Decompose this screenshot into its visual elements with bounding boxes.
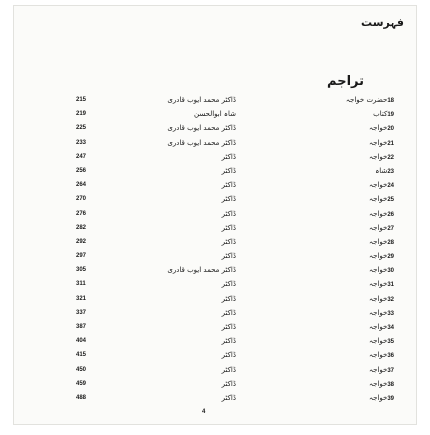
toc-work-text: حضرت خواجہ xyxy=(345,96,388,104)
toc-page-number: 337 xyxy=(76,309,87,316)
toc-work-text: خواجہ xyxy=(368,237,388,246)
toc-entry-number: 19 xyxy=(387,112,394,119)
toc-work-text: خواجہ xyxy=(368,379,388,388)
toc-page-number: 247 xyxy=(76,153,87,160)
toc-work-text: خواجہ xyxy=(368,337,388,346)
toc-entry-number: 35 xyxy=(387,339,394,346)
toc-row xyxy=(76,192,394,206)
toc-page-number: 233 xyxy=(76,139,87,146)
toc-work-text: خواجہ xyxy=(368,223,388,232)
toc-author: ڈاکٹر xyxy=(221,181,236,190)
toc-row xyxy=(76,164,394,178)
toc-work-text: خواجہ xyxy=(368,124,388,133)
toc-author: ڈاکٹر xyxy=(221,379,236,388)
toc-work-text: خواجہ xyxy=(368,138,388,147)
toc-page-number: 311 xyxy=(76,281,86,288)
toc-row xyxy=(76,263,394,277)
toc-work-text: خواجہ xyxy=(368,393,388,402)
toc-row xyxy=(76,249,394,263)
toc-work-text: خواجہ xyxy=(368,266,388,275)
toc-row xyxy=(76,121,394,135)
toc-entry-number: 34 xyxy=(387,325,394,331)
toc-work-text: کتاب xyxy=(373,110,388,119)
toc-entry-number: 39 xyxy=(387,395,394,402)
toc-author: ڈاکٹر xyxy=(221,294,236,303)
toc-author: ڈاکٹر محمد ایوب قادری xyxy=(167,124,236,133)
document-page xyxy=(13,5,417,425)
toc-page-number: 404 xyxy=(76,338,87,345)
toc-work-text: خواجہ xyxy=(368,323,388,331)
toc-work-title xyxy=(254,107,394,122)
toc-author: ڈاکٹر xyxy=(221,252,236,261)
toc-work-text: خواجہ xyxy=(368,252,388,261)
toc-work-text: خواجہ xyxy=(368,209,388,218)
toc-work-text: خواجہ xyxy=(368,308,388,317)
toc-row xyxy=(76,277,394,291)
toc-page-number: 264 xyxy=(76,182,87,189)
toc-author: ڈاکٹر xyxy=(221,365,236,374)
toc-author: ڈاکٹر xyxy=(221,323,236,331)
toc-entry-number: 26 xyxy=(387,211,394,218)
toc-author: ڈاکٹر xyxy=(221,223,236,232)
toc-work-text: شاہ xyxy=(375,166,388,175)
toc-row xyxy=(76,221,394,235)
toc-work-text: خواجہ xyxy=(368,365,388,374)
toc-author: ڈاکٹر xyxy=(221,209,236,218)
toc-work-title xyxy=(254,235,394,250)
toc-row xyxy=(76,320,394,334)
section-title: تراجم xyxy=(327,74,364,89)
toc-page-number: 276 xyxy=(76,210,87,217)
toc-row xyxy=(76,292,394,306)
toc-work-title xyxy=(254,363,394,378)
toc-page-number: 225 xyxy=(76,125,87,132)
toc-page-number: 270 xyxy=(76,196,87,203)
toc-row xyxy=(76,235,394,249)
toc-row xyxy=(76,150,394,164)
toc-work-title xyxy=(254,93,394,108)
toc-entry-number: 23 xyxy=(387,168,394,175)
toc-work-title xyxy=(254,207,394,222)
toc-page-number: 219 xyxy=(76,111,87,118)
toc-author: ڈاکٹر xyxy=(221,308,236,317)
toc-author: شاہ ابوالحسن xyxy=(193,110,236,119)
toc-work-text: خواجہ xyxy=(368,195,388,204)
toc-work-title xyxy=(254,249,394,264)
toc-work-text: خواجہ xyxy=(368,152,388,161)
toc-work-title xyxy=(254,306,394,321)
toc-work-title xyxy=(254,136,394,151)
toc-entry-number: 27 xyxy=(387,225,394,232)
toc-row xyxy=(76,136,394,150)
toc-work-title xyxy=(254,178,394,193)
toc-author: ڈاکٹر محمد ایوب قادری xyxy=(167,138,236,147)
toc-row xyxy=(76,107,394,121)
toc-work-title xyxy=(254,292,394,307)
toc-entry-number: 25 xyxy=(387,197,394,204)
toc-row xyxy=(76,207,394,221)
toc-row xyxy=(76,348,394,362)
toc-page-number: 415 xyxy=(76,352,87,359)
toc-entry-number: 21 xyxy=(387,140,394,147)
toc-page-number: 297 xyxy=(76,253,87,260)
toc-row xyxy=(76,391,394,405)
toc-work-title xyxy=(254,192,394,207)
toc-page-number: 256 xyxy=(76,167,87,174)
toc-author: ڈاکٹر محمد ایوب قادری xyxy=(167,266,236,275)
toc-row xyxy=(76,178,394,192)
toc-author: ڈاکٹر محمد ایوب قادری xyxy=(167,96,236,104)
toc-entry-number: 33 xyxy=(387,310,394,317)
toc-author: ڈاکٹر xyxy=(221,152,236,161)
toc-entry-number: 28 xyxy=(387,239,394,246)
toc-entry-number: 36 xyxy=(387,353,394,360)
toc-work-text: خواجہ xyxy=(368,351,388,360)
toc-page-number: 282 xyxy=(76,224,87,231)
toc-work-title xyxy=(254,277,394,292)
toc-work-title xyxy=(254,377,394,392)
toc-row xyxy=(76,306,394,320)
toc-page-number: 305 xyxy=(76,267,87,274)
toc-row xyxy=(76,93,394,107)
toc-page-number: 459 xyxy=(76,380,87,387)
toc-entry-number: 30 xyxy=(387,268,394,275)
toc-work-title xyxy=(254,121,394,136)
toc-author: ڈاکٹر xyxy=(221,393,236,402)
toc-work-title xyxy=(254,348,394,363)
toc-entry-number: 38 xyxy=(387,381,394,388)
toc-entry-number: 29 xyxy=(387,254,394,261)
toc-entry-number: 18 xyxy=(387,98,394,104)
toc-work-title xyxy=(254,334,394,349)
toc-work-text: خواجہ xyxy=(368,181,388,190)
toc-author: ڈاکٹر xyxy=(221,337,236,346)
page-number: 4 xyxy=(202,409,206,415)
page-header: فہرست xyxy=(361,16,404,29)
toc-row xyxy=(76,334,394,348)
toc-work-title xyxy=(254,391,394,406)
toc-work-title xyxy=(254,320,394,335)
toc-author: ڈاکٹر xyxy=(221,166,236,175)
toc-author: ڈاکٹر xyxy=(221,195,236,204)
toc-author: ڈاکٹر xyxy=(221,351,236,360)
toc-work-title xyxy=(254,221,394,236)
toc-work-title xyxy=(254,263,394,278)
table-of-contents xyxy=(76,93,394,405)
toc-page-number: 292 xyxy=(76,238,87,245)
toc-row xyxy=(76,377,394,391)
toc-author: ڈاکٹر xyxy=(221,237,236,246)
toc-author: ڈاکٹر xyxy=(221,280,236,289)
toc-work-text: خواجہ xyxy=(368,294,388,303)
toc-work-text: خواجہ xyxy=(368,280,388,289)
toc-entry-number: 22 xyxy=(387,154,394,161)
toc-page-number: 215 xyxy=(76,97,87,103)
toc-work-title xyxy=(254,164,394,179)
toc-entry-number: 31 xyxy=(387,282,394,289)
toc-row xyxy=(76,363,394,377)
toc-page-number: 387 xyxy=(76,324,87,330)
toc-work-title xyxy=(254,150,394,165)
toc-entry-number: 32 xyxy=(387,296,394,303)
toc-page-number: 488 xyxy=(76,394,87,401)
toc-entry-number: 24 xyxy=(387,183,394,190)
toc-entry-number: 37 xyxy=(387,367,394,374)
toc-entry-number: 20 xyxy=(387,126,394,133)
toc-page-number: 450 xyxy=(76,366,87,373)
toc-page-number: 321 xyxy=(76,295,87,302)
